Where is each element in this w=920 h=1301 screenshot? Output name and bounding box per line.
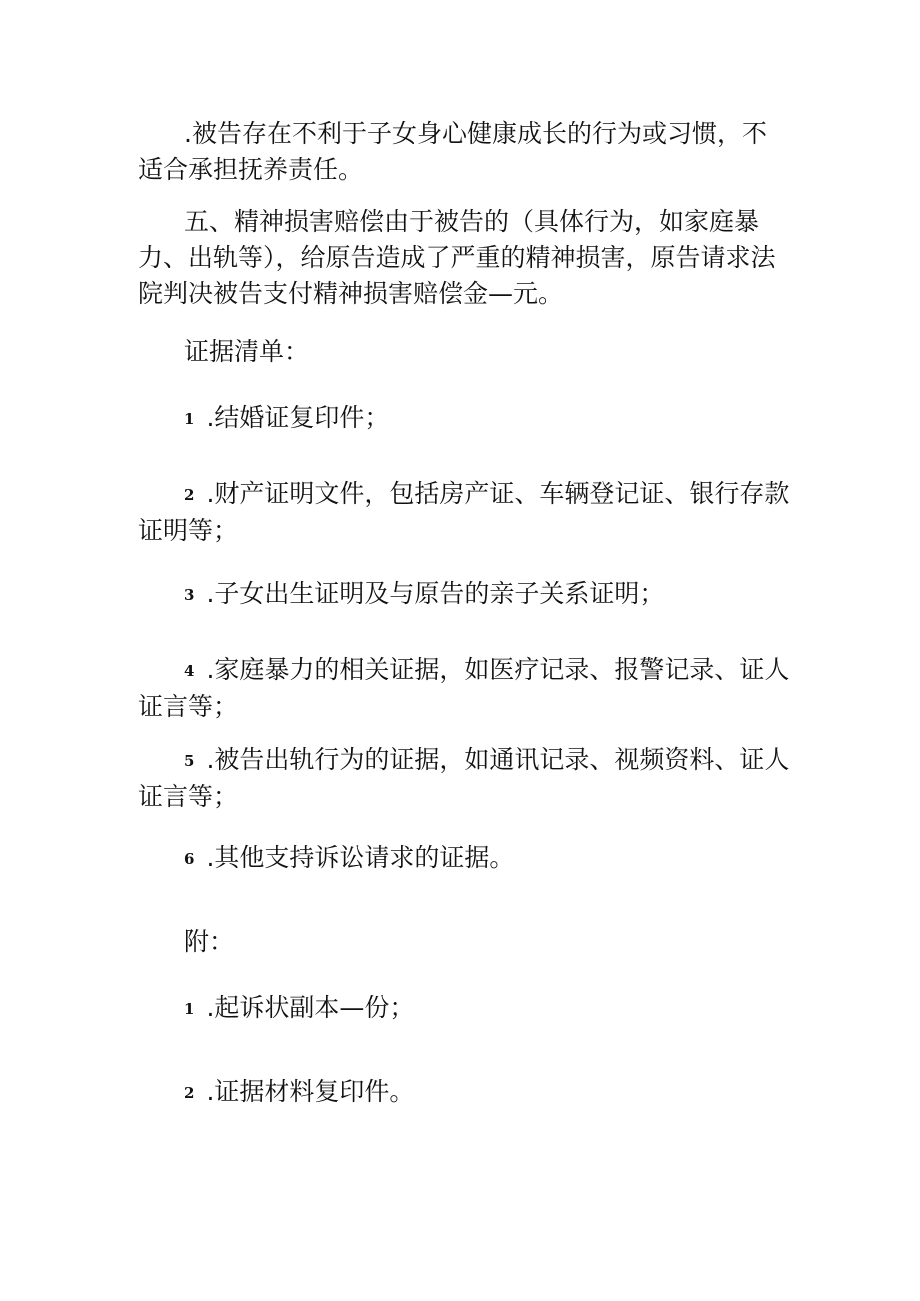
evidence-item [138, 840, 790, 877]
evidence-item-number: 3 [184, 586, 195, 604]
evidence-item-text: .家庭暴力的相关证据，如医疗记录、报警记录、证人证言等； [138, 655, 790, 721]
paragraph-custody-unfit: .被告存在不利于子女身心健康成长的行为或习惯，不适合承担抚养责任。 [138, 119, 767, 184]
evidence-item [138, 652, 790, 725]
evidence-item-number: 6 [184, 850, 195, 868]
evidence-item-number: 5 [184, 752, 195, 770]
evidence-item-text: .其他支持诉讼请求的证据。 [206, 843, 515, 872]
evidence-item-text: .结婚证复印件； [206, 403, 390, 432]
attachment-item [138, 990, 790, 1027]
attachment-item-number: 1 [184, 1000, 195, 1018]
evidence-item-text: .财产证明文件，包括房产证、车辆登记证、银行存款证明等； [138, 479, 790, 545]
evidence-list-heading: 证据清单： [184, 337, 310, 366]
attachment-item-number: 2 [184, 1084, 195, 1102]
attachment-item-text: .起诉状副本—份； [206, 993, 415, 1022]
evidence-item-number: 4 [184, 662, 195, 680]
attachment-item [138, 1074, 790, 1111]
evidence-item-number: 1 [184, 410, 195, 428]
attachments-heading: 附： [184, 927, 235, 956]
evidence-item [138, 476, 790, 549]
evidence-item [138, 742, 790, 815]
evidence-item [138, 400, 790, 437]
paragraph-mental-damages: 五、精神损害赔偿由于被告的（具体行为，如家庭暴力、出轨等），给原告造成了严重的精神损害，原告请求法院判决被告支付精神损害赔偿金—元。 [138, 207, 776, 308]
attachment-item-text: .证据材料复印件。 [206, 1077, 415, 1106]
evidence-item-text: .子女出生证明及与原告的亲子关系证明； [206, 579, 665, 608]
evidence-item [138, 576, 790, 613]
evidence-item-text: .被告出轨行为的证据，如通讯记录、视频资料、证人证言等； [138, 745, 790, 811]
evidence-item-number: 2 [184, 486, 195, 504]
